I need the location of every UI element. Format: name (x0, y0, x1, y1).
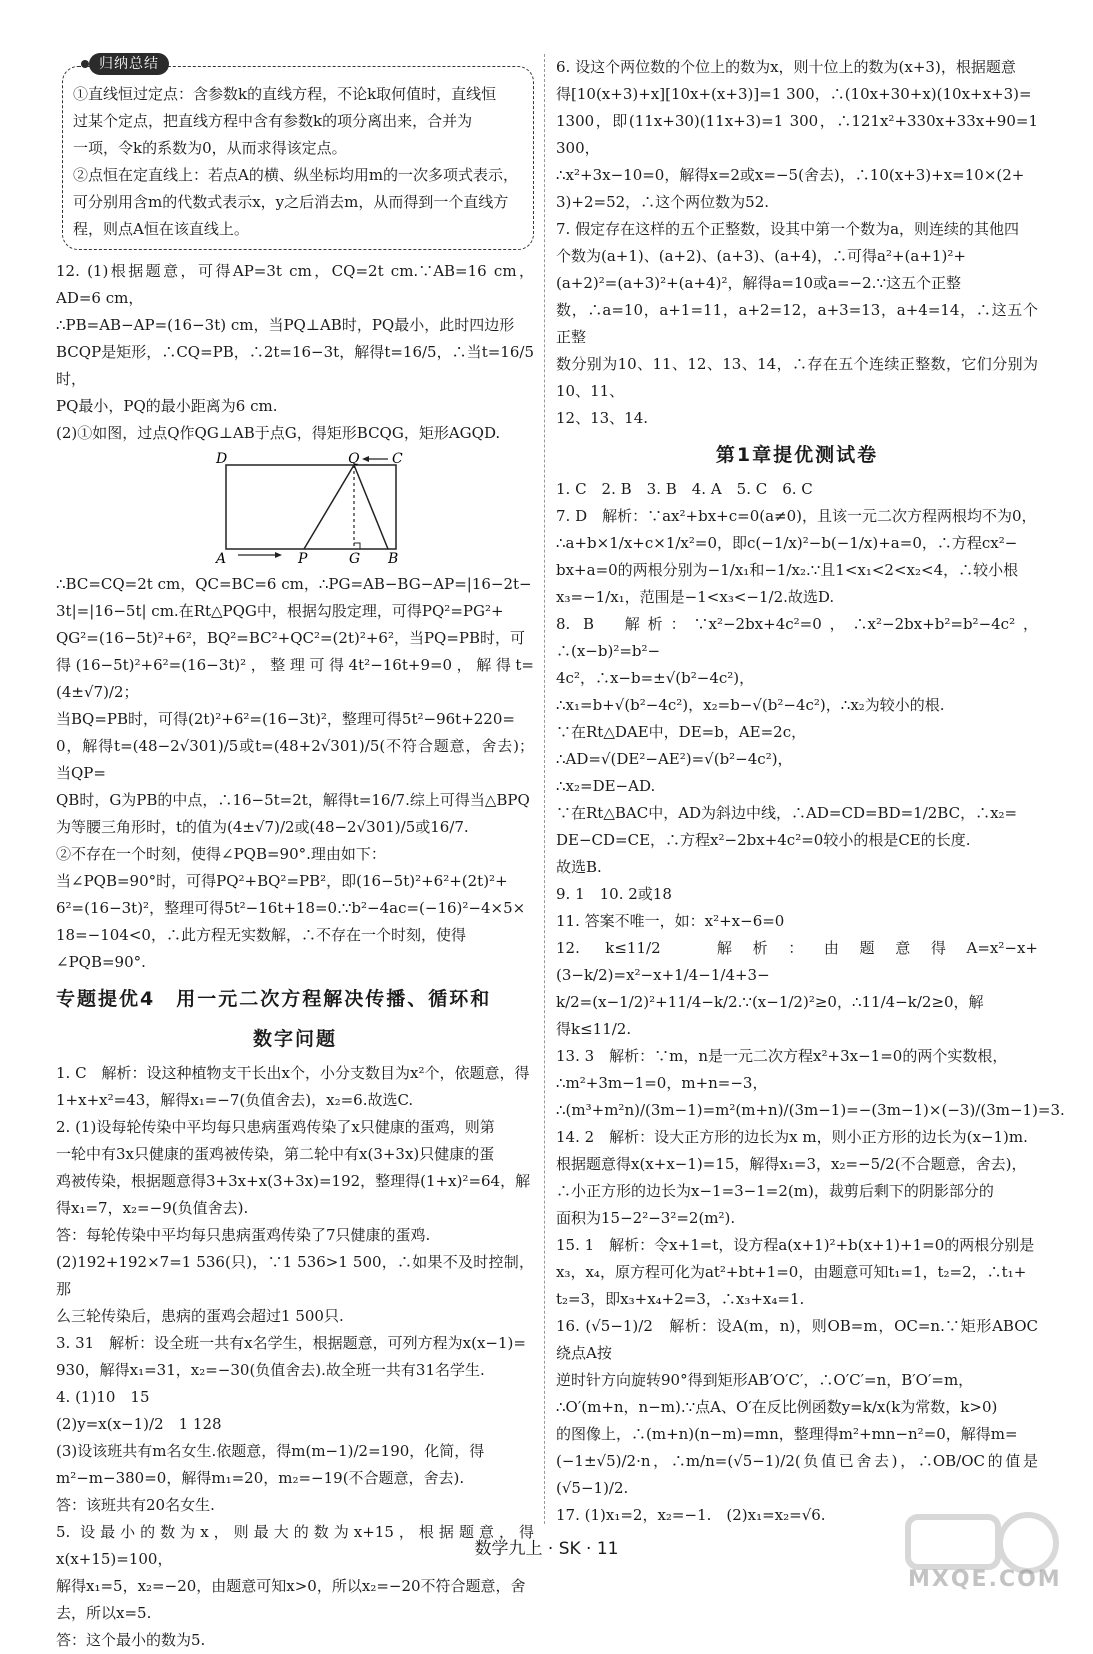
label-B: B (388, 551, 399, 567)
text-line: 12. (1)根据题意，可得AP=3t cm，CQ=2t cm.∵AB=16 cm，AD=6 cm， (56, 262, 534, 307)
text-line: 去，所以x=5. (56, 1604, 152, 1622)
text-line: DE−CD=CE，∴方程x²−2bx+4c²=0较小的根是CE的长度. (556, 831, 971, 849)
text-line: PQ最小，PQ的最小距离为6 cm. (56, 397, 278, 415)
text-line: 数，∴a=10，a+1=11，a+2=12，a+3=13，a+4=14，∴这五个正整 (556, 301, 1038, 346)
text-line: ∴BC=CQ=2t cm，QC=BC=6 cm，∴PG=AB−BG−AP=|16−2t− (56, 575, 532, 593)
text-line: ∴a+b×1/x+c×1/x²=0，即c(−1/x)²−b(−1/x)+a=0，∴方程cx²− (556, 534, 1018, 552)
text-line: t₂=3，即x₃+x₄+2=3，∴x₃+x₄=1. (556, 1290, 805, 1308)
text-line: 得[10(x+3)+x][10x+(x+3)]=1 300，∴(10x+30+x)(10x+x+3)= (556, 85, 1032, 103)
text-line: ∴x²+3x−10=0，解得x=2或x=−5(舍去)，∴10(x+3)+x=10×(2+ (556, 166, 1025, 184)
label-G: G (349, 551, 361, 567)
text-line: 7. 假定存在这样的五个正整数，设其中第一个数为a，则连续的其他四 (556, 220, 1020, 238)
text-line: 9. 1 10. 2或18 (556, 885, 672, 903)
text-line: 16. (√5−1)/2 解析：设A(m，n)，则OB=m，OC=n.∵矩形ABOC绕点A按 (556, 1317, 1038, 1362)
text-line: 5. 设最小的数为x，则最大的数为x+15，根据题意，得x(x+15)=100， (56, 1523, 534, 1568)
section-title-chapter1-test: 第1章提优测试卷 (715, 444, 879, 466)
text-line: 得(16−5t)²+6²=(16−3t)²，整理可得4t²−16t+9=0，解得t=(4±√7)/2； (56, 656, 534, 701)
text-line: 个数为(a+1)、(a+2)、(a+3)、(a+4)，∴可得a²+(a+1)²+ (556, 247, 966, 265)
text-line: x₃，x₄，原方程可化为at²+bt+1=0，由题意可知t₁=1，t₂=2，∴t₁+ (556, 1263, 1027, 1281)
text-line: 12. k≤11/2 解析：由题意得A=x²−x+(3−k/2)=x²−x+1/4−1/4+3− (556, 939, 1038, 984)
label-C: C (392, 451, 403, 467)
text-line: 答：该班共有20名女生. (56, 1496, 215, 1514)
text-line: 3)+2=52，∴这个两位数为52. (556, 193, 770, 211)
text-line: 得k≤11/2. (556, 1020, 632, 1038)
text-line: 故选B. (556, 858, 602, 876)
text-line: (2)y=x(x−1)/2 1 128 (56, 1415, 222, 1433)
text-line: 答：这个最小的数为5. (56, 1631, 206, 1649)
text-line: 为等腰三角形时，t的值为(4±√7)/2或(48−2√301)/5或16/7. (56, 818, 469, 836)
question-12-part2 (56, 571, 534, 976)
watermark-text: MXQE.COM (908, 1567, 1062, 1592)
text-line: 一轮中有3x只健康的蛋鸡被传染，第二轮中有x(3+3x)只健康的蛋 (56, 1145, 495, 1163)
question-12-part1 (56, 258, 534, 447)
text-line: ①直线恒过定点：含参数k的直线方程，不论k取何值时，直线恒 (73, 85, 497, 103)
section-title-topic4: 专题提优4 用一元二次方程解决传播、循环和 (56, 988, 492, 1010)
right-column (556, 54, 1065, 1529)
text-line: QB时，G为PB的中点，∴16−5t=2t，解得t=16/7.综上可得当△BPQ (56, 791, 530, 809)
text-line: 13. 3 解析：∵m，n是一元二次方程x²+3x−1=0的两个实数根， (556, 1047, 1008, 1065)
section-title-topic4-line2: 数字问题 (252, 1028, 337, 1050)
text-line: 的图像上，∴(m+n)(n−m)=mn，整理得m²+mn−n²=0，解得m= (556, 1425, 1018, 1443)
text-line: ∴x₂=DE−AD. (556, 777, 656, 795)
summary-lines (73, 81, 523, 243)
label-P: P (298, 551, 308, 567)
text-line: 3. 31 解析：设全班一共有x名学生，根据题意，可列方程为x(x−1)= (56, 1334, 526, 1352)
text-line: 鸡被传染，根据题意得3+3x+x(3+3x)=192，整理得(1+x)²=64，解 (56, 1172, 531, 1190)
text-line: k/2=(x−1/2)²+11/4−k/2.∵(x−1/2)²≥0，∴11/4−k/2≥0，解 (556, 993, 984, 1011)
text-line: BCQP是矩形，∴CQ=PB，∴2t=16−3t，解得t=16/5，∴当t=16/5时， (56, 343, 534, 388)
text-line: 18=−104<0，∴此方程无实数解，∴不存在一个时刻，使得 (56, 926, 466, 944)
text-line: 4. (1)10 15 (56, 1388, 150, 1406)
text-line: 当BQ=PB时，可得(2t)²+6²=(16−3t)²，整理可得5t²−96t+220= (56, 710, 515, 728)
text-line: (−1±√5)/2·n，∴m/n=(√5−1)/2(负值已舍去)，∴OB/OC的值是(√5−1)/2. (556, 1452, 1038, 1497)
text-line: ∴x₁=b+√(b²−4c²)，x₂=b−√(b²−4c²)，∴x₂为较小的根. (556, 696, 945, 714)
text-line: ②点恒在定直线上：若点A的横、纵坐标均用m的一次多项式表示， (73, 166, 519, 184)
text-line: (a+2)²=(a+3)²+(a+4)²，解得a=10或a=−2.∵这五个正整 (556, 274, 961, 292)
text-line: 答：每轮传染中平均每只患病蛋鸡传染了7只健康的蛋鸡. (56, 1226, 431, 1244)
text-line: 当∠PQB=90°时，可得PQ²+BQ²=PB²，即(16−5t)²+6²+(2t)²+ (56, 872, 508, 890)
text-line: 一项，令k的系数为0，从而求得该定点。 (73, 139, 347, 157)
text-line: 可分别用含m的代数式表示x，y之后消去m，从而得到一个直线方 (73, 193, 509, 211)
text-line: x₃=−1/x₁，范围是−1<x₃<−1/2.故选D. (556, 588, 835, 606)
text-line: 2. (1)设每轮传染中平均每只患病蛋鸡传染了x只健康的蛋鸡，则第 (56, 1118, 495, 1136)
chapter1-test-answers (556, 476, 1065, 1529)
text-line: 930，解得x₁=31，x₂=−30(负值舍去).故全班一共有31名学生. (56, 1361, 485, 1379)
text-line: ∴小正方形的边长为x−1=3−1=2(m)，裁剪后剩下的阴影部分的 (556, 1182, 994, 1200)
left-column (56, 54, 534, 1654)
text-line: 0，解得t=(48−2√301)/5或t=(48+2√301)/5(不符合题意，舍去)；当QP= (56, 737, 534, 782)
text-line: 12、13、14. (556, 409, 649, 427)
text-line: 11. 答案不唯一，如：x²+x−6=0 (556, 912, 785, 930)
summary-box (62, 56, 534, 250)
text-line: ∵在Rt△DAE中，DE=b，AE=2c， (556, 723, 807, 741)
text-line: 数分别为10、11、12、13、14，∴存在五个连续正整数，它们分别为10、11、 (556, 355, 1038, 400)
text-line: 逆时针方向旋转90°得到矩形AB′O′C′，∴O′C′=n，B′O′=m， (556, 1371, 974, 1389)
label-D: D (216, 451, 228, 467)
text-line: ∴PB=AB−AP=(16−3t) cm，当PQ⊥AB时，PQ最小，此时四边形 (56, 316, 515, 334)
text-line: 1300，即(11x+30)(11x+3)=1 300，∴121x²+330x+33x+90=1 300， (556, 112, 1038, 157)
text-line: 3t|=|16−5t| cm.在Rt△PQG中，根据勾股定理，可得PQ²=PG²+ (56, 602, 504, 620)
text-line: 1. C 2. B 3. B 4. A 5. C 6. C (556, 480, 813, 498)
text-line: (3)设该班共有m名女生.依题意，得m(m−1)/2=190，化简，得 (56, 1442, 485, 1460)
text-line: 程，则点A恒在该直线上。 (73, 220, 249, 238)
text-line: 4c²，∴x−b=±√(b²−4c²)， (556, 669, 755, 687)
text-line: 8. B 解析：∵x²−2bx+4c²=0，∴x²−2bx+b²=b²−4c²，∴(x−b)²=b²− (556, 615, 1038, 660)
text-line: QG²=(16−5t)²+6²，BQ²=BC²+QC²=(2t)²+6²，当PQ=PB时，可 (56, 629, 526, 647)
text-line: ∴m²+3m−1=0，m+n=−3， (556, 1074, 768, 1092)
column-divider (544, 54, 545, 1524)
text-line: ∴AD=√(DE²−AE²)=√(b²−4c²)， (556, 750, 793, 768)
text-line: 解得x₁=5，x₂=−20，由题意可知x>0，所以x₂=−20不符合题意，舍 (56, 1577, 526, 1595)
text-line: bx+a=0的两根分别为−1/x₁和−1/x₂.∵且1<x₁<2<x₂<4，∴较小根 (556, 561, 1019, 579)
text-line: ∠PQB=90°. (56, 953, 146, 971)
text-line: 1+x+x²=43，解得x₁=−7(负值舍去)，x₂=6.故选C. (56, 1091, 414, 1109)
text-line: 15. 1 解析：令x+1=t，设方程a(x+1)²+b(x+1)+1=0的两根分别是 (556, 1236, 1035, 1254)
text-line: 得x₁=7，x₂=−9(负值舍去). (56, 1199, 249, 1217)
text-line: 14. 2 解析：设大正方形的边长为x m，则小正方形的边长为(x−1)m. (556, 1128, 1028, 1146)
text-line: 6. 设这个两位数的个位上的数为x，则十位上的数为(x+3)，根据题意 (556, 58, 1016, 76)
label-Q: Q (348, 451, 360, 467)
text-line: ②不存在一个时刻，使得∠PQB=90°.理由如下： (56, 845, 386, 863)
page-footer: 数学九上 · SK · 11 (474, 1539, 619, 1559)
text-line: (2)192+192×7=1 536(只)，∵1 536>1 500，∴如果不及时控制，那 (56, 1253, 534, 1298)
text-line: ∴O′(m+n，n−m).∵点A、O′在反比例函数y=k/x(k为常数，k>0) (556, 1398, 998, 1416)
text-line: 17. (1)x₁=2，x₂=−1. (2)x₁=x₂=√6. (556, 1506, 826, 1524)
summary-tag: 归纳总结 (89, 53, 169, 75)
text-line: 面积为15−2²−3²=2(m²). (556, 1209, 736, 1227)
text-line: 6²=(16−3t)²，整理可得5t²−16t+18=0.∵b²−4ac=(−16)²−4×5× (56, 899, 526, 917)
text-line: 7. D 解析：∵ax²+bx+c=0(a≠0)，且该一元二次方程两根均不为0， (556, 507, 1037, 525)
label-A: A (216, 551, 227, 567)
text-line: 么三轮传染后，患病的蛋鸡会超过1 500只. (56, 1307, 344, 1325)
text-line: ∵在Rt△BAC中，AD为斜边中线，∴AD=CD=BD=1/2BC，∴x₂= (556, 804, 1018, 822)
text-line: ∴(m³+m²n)/(3m−1)=m²(m+n)/(3m−1)=−(3m−1)×(−3)/(3m−1)=3. (556, 1101, 1065, 1119)
text-line: 过某个定点，把直线方程中含有参数k的项分离出来，合并为 (73, 112, 473, 130)
rectangle-figure (56, 453, 534, 565)
text-line: (2)①如图，过点Q作QG⊥AB于点G，得矩形BCQG，矩形AGQD. (56, 424, 501, 442)
text-line: 根据题意得x(x+x−1)=15，解得x₁=3，x₂=−5/2(不合题意，舍去)， (556, 1155, 1027, 1173)
text-line: 1. C 解析：设这种植物支干长出x个，小分支数目为x²个，依题意，得 (56, 1064, 530, 1082)
text-line: m²−m−380=0，解得m₁=20，m₂=−19(不合题意，舍去). (56, 1469, 465, 1487)
topic4-answers (56, 1060, 534, 1654)
topic4-answers-continued (556, 54, 1038, 432)
